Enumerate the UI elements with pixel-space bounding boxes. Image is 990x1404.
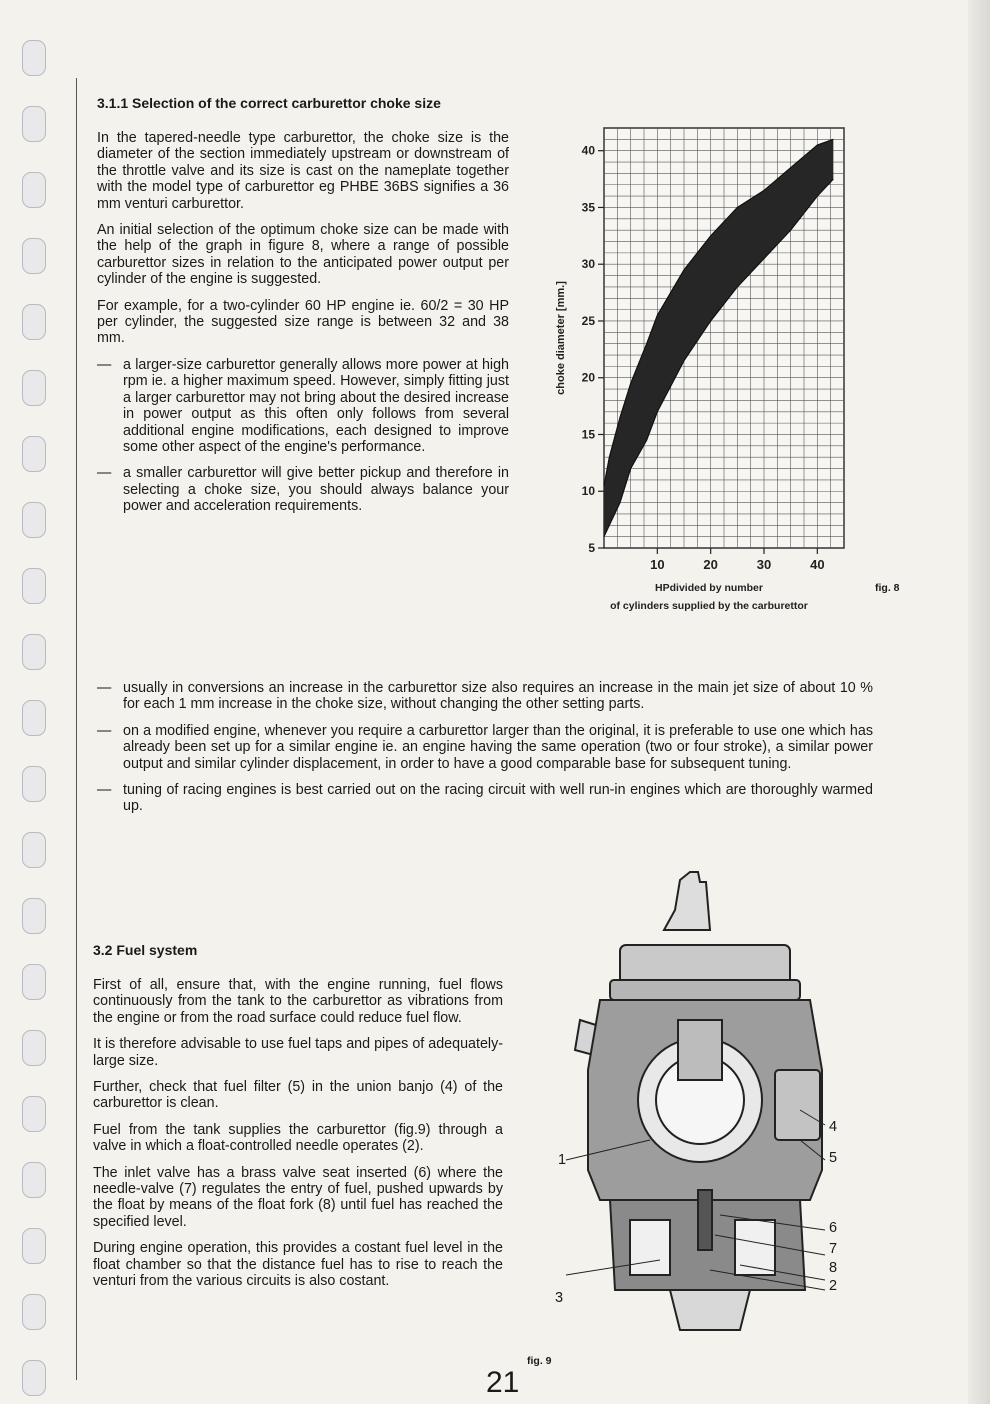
y-tick-label: 30: [581, 257, 595, 272]
y-tick-label: 5: [588, 541, 595, 555]
x-axis-label-line: of cylinders supplied by the carburettor: [610, 600, 808, 612]
x-axis-label-line: HPdivided by number: [655, 582, 763, 594]
bullet-dash: —: [97, 782, 112, 799]
binder-hole: [22, 1096, 46, 1132]
paragraph: Fuel from the tank supplies the carburettor (fig.9) through a valve in which a float-controlled needle operates (2).: [93, 1121, 503, 1155]
bullet-item: [97, 723, 873, 772]
float-left: [630, 1220, 670, 1275]
y-tick-label: 15: [581, 427, 595, 442]
page-number: 21: [486, 1366, 520, 1399]
binder-hole: [22, 172, 46, 208]
binder-hole: [22, 568, 46, 604]
fig9-callout: 2: [829, 1278, 838, 1294]
bullet-dash: —: [97, 680, 112, 696]
fig9-callout: 8: [829, 1260, 838, 1276]
cap-ring: [610, 980, 800, 1000]
fig9-callout: 4: [829, 1119, 838, 1135]
section-heading: 3.1.1 Selection of the correct carburettor choke size: [97, 95, 441, 111]
binder-hole: [22, 1030, 46, 1066]
section-heading: 3.2 Fuel system: [93, 942, 198, 958]
slide-cap: [664, 872, 710, 930]
needle-valve: [698, 1190, 712, 1250]
y-tick-label: 10: [581, 484, 595, 499]
bullet-item: [97, 680, 873, 713]
binder-hole: [22, 436, 46, 472]
fig9-callout: 7: [829, 1241, 838, 1257]
wide-bullets: [97, 680, 873, 825]
binder-hole: [22, 700, 46, 736]
fig9-carburettor-drawing: [560, 870, 870, 1350]
fig8-label: fig. 8: [875, 582, 900, 594]
bullet-text: a smaller carburettor will give better pickup and therefore in selecting a choke size, you should always balance your power and acceleration requirements.: [123, 465, 509, 515]
binder-hole: [22, 106, 46, 142]
binder-hole: [22, 1228, 46, 1264]
binder-hole: [22, 1294, 46, 1330]
section-32: [93, 942, 503, 1300]
bullet-text: a larger-size carburettor generally allows more power at high rpm ie. a higher maximum speed. However, simply fitting just a larger carburettor may not bring about the desired increase in power output as this often only follows from several additional engine modifications, each designed to improve some other aspect of the engine's performance.: [123, 356, 509, 455]
fig8-chart: [540, 108, 890, 628]
binder-hole: [22, 370, 46, 406]
margin-rule: [76, 78, 77, 1380]
bullet-item: [97, 782, 873, 815]
binder-hole: [22, 1162, 46, 1198]
x-tick-label: 40: [810, 557, 825, 572]
bullet-item: [97, 465, 509, 514]
bullet-item: [97, 357, 509, 455]
binder-hole: [22, 238, 46, 274]
binder-hole: [22, 766, 46, 802]
x-tick-label: 10: [650, 557, 665, 572]
paragraph: In the tapered-needle type carburettor, the choke size is the diameter of the section immediately upstream or downstream of the throttle valve and its size is cast on the nameplate together with the model type of carburettor eg PHBE 36BS signifies a 36 mm venturi carburettor.: [97, 130, 509, 212]
y-tick-label: 35: [581, 200, 595, 215]
bullet-text: tuning of racing engines is best carried out on the racing circuit with well run-in engines which are thoroughly warmed up.: [123, 782, 873, 815]
page-edge: [968, 0, 990, 1404]
x-tick-label: 20: [703, 557, 718, 572]
binder-hole: [22, 898, 46, 934]
fig9-callout: 6: [829, 1220, 838, 1236]
y-axis-label: choke diameter [mm.]: [555, 281, 567, 395]
binder-hole: [22, 1360, 46, 1396]
x-tick-label: 30: [756, 557, 772, 572]
float-right: [735, 1220, 775, 1275]
paragraph: During engine operation, this provides a costant fuel level in the float chamber so that the distance fuel has to rise to reach the venturi from the various circuits is also costant.: [93, 1240, 503, 1290]
paragraph: First of all, ensure that, with the engine running, fuel flows continuously from the tank to the carburettor as vibrations from the engine or from the road surface could reduce fuel flow.: [93, 977, 503, 1026]
outlet-spigot: [670, 1290, 750, 1330]
fig9-callout: 1: [558, 1152, 567, 1168]
paragraph: For example, for a two-cylinder 60 HP engine ie. 60/2 = 30 HP per cylinder, the suggested size range is between 32 and 38 mm.: [97, 297, 509, 347]
binder-hole: [22, 40, 46, 76]
y-tick-label: 25: [581, 313, 595, 328]
binder-hole: [22, 634, 46, 670]
fig9-callout: 3: [555, 1290, 564, 1306]
binder-hole: [22, 964, 46, 1000]
throttle-slide: [678, 1020, 722, 1080]
y-tick-label: 20: [581, 370, 595, 385]
fig9-callout: 5: [829, 1150, 838, 1166]
section-311: [97, 95, 509, 525]
y-tick-label: 40: [581, 143, 595, 158]
paragraph: It is therefore advisable to use fuel taps and pipes of adequately-large size.: [93, 1036, 503, 1069]
paragraph: The inlet valve has a brass valve seat inserted (6) where the needle-valve (7) regulates the entry of fuel, pushed upwards by the float by means of the float fork (8) until fuel has reached the specified level.: [93, 1164, 503, 1230]
bullet-dash: —: [97, 356, 112, 373]
bullet-dash: —: [97, 722, 112, 739]
paragraph: An initial selection of the optimum choke size can be made with the help of the graph in figure 8, where a range of possible carburettor sizes in relation to the anticipated power output per cylinder of the engine is suggested.: [97, 222, 509, 288]
binder-hole: [22, 832, 46, 868]
fig9-label: fig. 9: [527, 1355, 552, 1367]
bullet-text: usually in conversions an increase in the carburettor size also requires an increase in the main jet size of about 10 % for each 1 mm increase in the choke size, without changing the other setting parts.: [123, 680, 873, 713]
binder-hole: [22, 304, 46, 340]
paragraph: Further, check that fuel filter (5) in the union banjo (4) of the carburettor is clean.: [93, 1079, 503, 1112]
union-banjo: [775, 1070, 820, 1140]
bullet-text: on a modified engine, whenever you require a carburettor larger than the original, it is preferable to use one which has already been set up for a similar engine ie. an engine having the same operation (two or four stroke), a similar power output and similar cylinder displacement, in order to have a good comparable base for subsequent tuning.: [123, 722, 873, 772]
bullet-dash: —: [97, 465, 112, 482]
binder-hole: [22, 502, 46, 538]
